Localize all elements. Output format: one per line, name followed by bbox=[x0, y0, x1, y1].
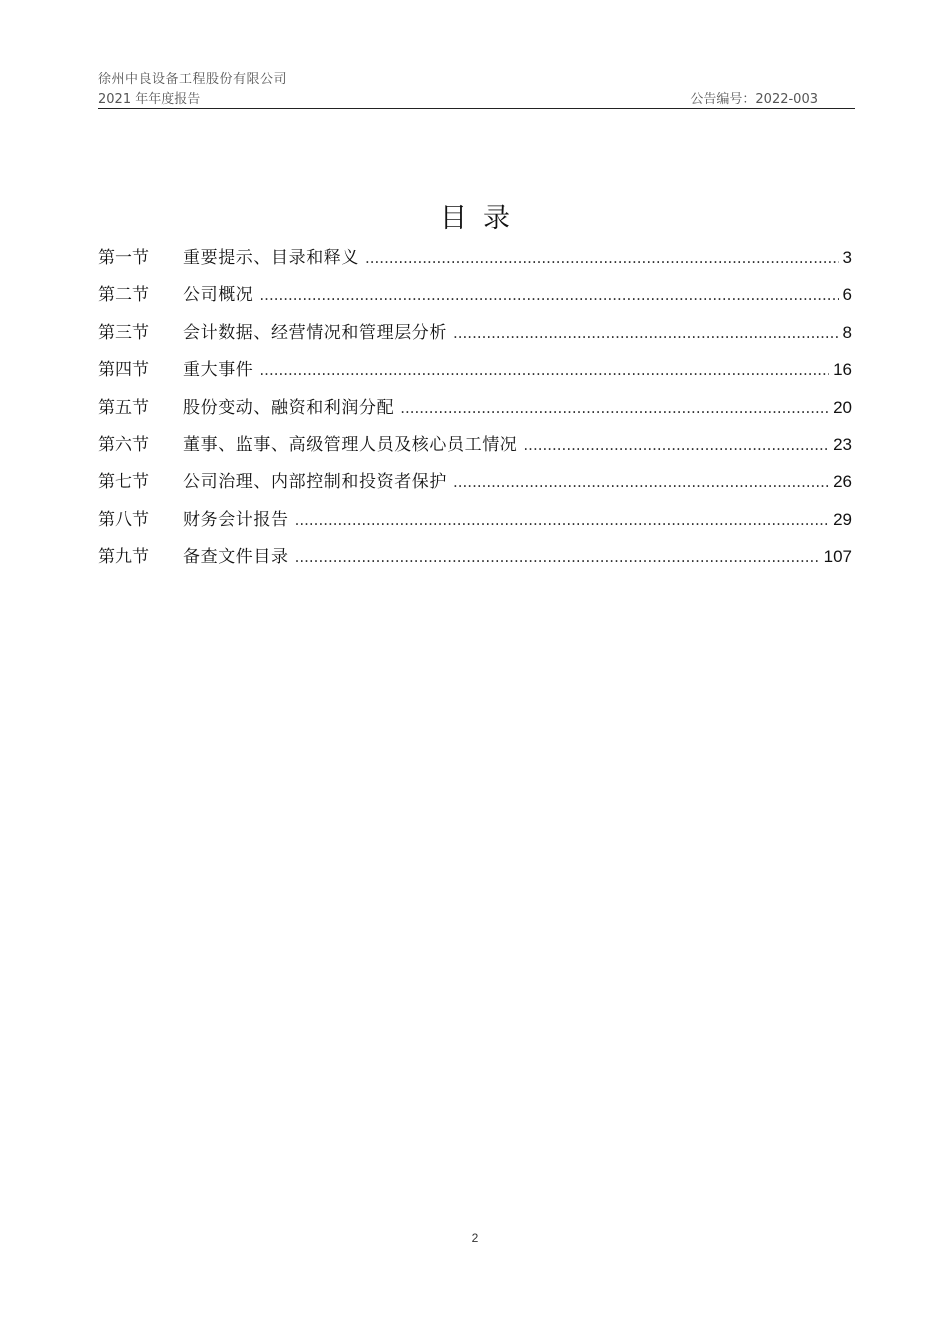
toc-entry[interactable] bbox=[98, 355, 852, 392]
table-of-contents bbox=[98, 243, 852, 580]
toc-section-name: 重大事件 bbox=[183, 360, 254, 381]
toc-dot-leader bbox=[295, 548, 820, 566]
toc-title: 目录 bbox=[440, 203, 526, 234]
toc-section-number: 第九节 bbox=[98, 547, 149, 568]
toc-dot-leader bbox=[453, 324, 839, 342]
toc-section-name: 会计数据、经营情况和管理层分析 bbox=[183, 322, 447, 343]
toc-section-number: 第一节 bbox=[98, 248, 149, 268]
notice-number: 公告编号：2022-003 bbox=[690, 92, 818, 107]
toc-dot-leader bbox=[259, 286, 838, 304]
toc-section-name: 公司治理、内部控制和投资者保护 bbox=[183, 472, 447, 493]
toc-section-number: 第二节 bbox=[98, 285, 149, 306]
toc-section-number: 第八节 bbox=[98, 509, 149, 530]
toc-page-number: 3 bbox=[842, 248, 852, 267]
toc-dot-leader bbox=[453, 473, 829, 491]
toc-section-name: 股份变动、融资和利润分配 bbox=[183, 397, 395, 418]
toc-page-number: 16 bbox=[833, 360, 852, 380]
report-title: 2021 年年度报告 bbox=[98, 92, 201, 107]
toc-entry[interactable] bbox=[98, 243, 852, 280]
toc-dot-leader bbox=[400, 399, 829, 417]
toc-section-number: 第六节 bbox=[98, 434, 149, 455]
toc-entry[interactable] bbox=[98, 393, 852, 430]
toc-dot-leader bbox=[295, 511, 829, 529]
toc-section-number: 第七节 bbox=[98, 472, 149, 493]
toc-section-name: 财务会计报告 bbox=[183, 509, 289, 530]
toc-dot-leader bbox=[523, 436, 829, 454]
page-header bbox=[98, 66, 855, 109]
toc-dot-leader bbox=[259, 361, 829, 379]
toc-section-name: 重要提示、目录和释义 bbox=[183, 248, 359, 268]
toc-section-number: 第五节 bbox=[98, 397, 149, 418]
toc-entry[interactable] bbox=[98, 318, 852, 355]
toc-entry[interactable] bbox=[98, 467, 852, 504]
company-name: 徐州中良设备工程股份有限公司 bbox=[98, 72, 288, 87]
toc-section-name: 备查文件目录 bbox=[183, 547, 289, 568]
toc-page-number: 26 bbox=[833, 472, 852, 492]
page-number: 2 bbox=[471, 1231, 479, 1245]
toc-entry[interactable] bbox=[98, 430, 852, 467]
toc-entry[interactable] bbox=[98, 542, 852, 579]
toc-page-number: 8 bbox=[842, 322, 852, 342]
toc-section-name: 公司概况 bbox=[183, 285, 254, 306]
toc-dot-leader bbox=[365, 249, 839, 267]
toc-section-name: 董事、监事、高级管理人员及核心员工情况 bbox=[183, 434, 518, 455]
toc-page-number: 29 bbox=[833, 509, 852, 529]
toc-page-number: 23 bbox=[833, 434, 852, 454]
toc-section-number: 第四节 bbox=[98, 360, 149, 381]
toc-entry[interactable] bbox=[98, 280, 852, 317]
toc-page-number: 20 bbox=[833, 397, 852, 417]
toc-entry[interactable] bbox=[98, 505, 852, 542]
toc-page-number: 107 bbox=[823, 547, 852, 567]
toc-page-number: 6 bbox=[842, 285, 852, 305]
toc-section-number: 第三节 bbox=[98, 322, 149, 343]
